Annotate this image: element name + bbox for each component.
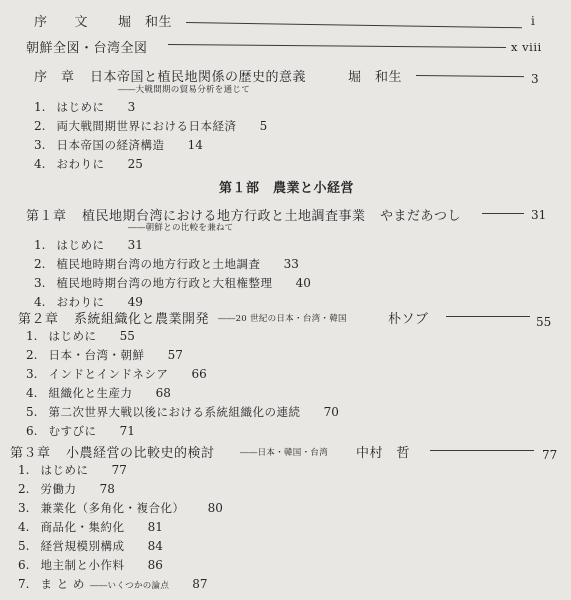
intro-title: 日本帝国と植民地関係の歴史的意義 [90, 70, 307, 85]
item-page: 77 [111, 463, 127, 477]
item-number: 2. [18, 482, 30, 496]
item-page: 80 [207, 501, 223, 515]
ch1-subtitle: ――朝鮮との比較を兼ねて [128, 223, 234, 233]
ch2-item-4 [26, 382, 171, 401]
ch3-page: 77 [542, 448, 558, 462]
ch2-item-5 [26, 401, 339, 420]
item-number: 4. [34, 295, 46, 309]
item-number: 7. [18, 577, 30, 591]
item-page: 40 [295, 276, 311, 290]
item-number: 2. [26, 348, 38, 362]
ch2-item-3 [26, 363, 207, 382]
item-title: 組織化と生産力 [48, 386, 133, 400]
intro-item-2 [34, 115, 267, 134]
ch1-author: やまだあつし [380, 209, 462, 224]
preface-page: i [531, 14, 535, 28]
item-title: 植民地時期台湾の地方行政と大租権整理 [56, 276, 273, 290]
ch3-item-6 [18, 554, 163, 573]
item-number: 2. [34, 119, 46, 133]
ch3-label: 第３章 [10, 446, 51, 461]
item-number: 4. [34, 157, 46, 171]
item-title: 日本・台湾・朝鮮 [48, 348, 145, 362]
item-title: 植民地時期台湾の地方行政と土地調査 [56, 257, 261, 271]
ch3-item-5 [18, 535, 163, 554]
item-page: 57 [167, 348, 183, 362]
item-number: 1. [34, 238, 46, 252]
item-number: 5. [26, 405, 38, 419]
item-number: 3. [18, 501, 30, 515]
intro-item-4 [34, 153, 143, 172]
part-title: 第１部 農業と小経営 [219, 181, 355, 196]
ch3-item-1 [18, 459, 127, 478]
item-page: 5 [259, 119, 268, 133]
item-title: はじめに [56, 100, 105, 114]
item-number: 1. [26, 329, 38, 343]
item-number: 4. [26, 386, 38, 400]
preface-label: 序 文 [34, 15, 89, 30]
item-page: 3 [127, 100, 136, 114]
ch1-item-1 [34, 234, 143, 253]
intro-label: 序 章 [34, 70, 75, 85]
ch2-author: 朴ソブ [388, 312, 429, 327]
item-number: 3. [34, 276, 46, 290]
item-page: 70 [323, 405, 339, 419]
item-page: 25 [127, 157, 143, 171]
ch1-label: 第１章 [26, 209, 67, 224]
intro-page: 3 [531, 72, 539, 86]
item-title: むすびに [48, 424, 97, 438]
item-number: 2. [34, 257, 46, 271]
ch2-item-6 [26, 420, 135, 439]
intro-item-3 [34, 134, 203, 153]
item-title: 経営規模別構成 [40, 539, 125, 553]
item-title: 地主制と小作料 [40, 558, 125, 572]
intro-author: 堀 和生 [348, 70, 403, 85]
item-page: 49 [127, 295, 143, 309]
leader-line [416, 75, 524, 77]
item-number: 6. [26, 424, 38, 438]
item-page: 84 [147, 539, 163, 553]
item-title: 労働力 [40, 482, 77, 496]
ch1-page: 31 [531, 208, 547, 222]
maps-page: x viii [511, 40, 542, 54]
ch1-item-2 [34, 253, 299, 272]
preface-author: 堀 和生 [118, 15, 173, 30]
ch2-item-1 [26, 325, 135, 344]
item-subtitle: ――いくつかの論点 [89, 581, 170, 591]
leader-line [186, 22, 522, 28]
leader-line [482, 213, 524, 214]
item-page: 55 [119, 329, 135, 343]
item-number: 1. [34, 100, 46, 114]
item-title: 兼業化（多角化・複合化） [40, 501, 185, 515]
item-title: はじめに [48, 329, 97, 343]
item-page: 31 [127, 238, 143, 252]
intro-item-1 [34, 96, 135, 115]
maps-label: 朝鮮全図・台湾全図 [26, 41, 148, 56]
ch2-label: 第２章 [18, 312, 59, 327]
item-title: おわりに [56, 157, 105, 171]
ch2-item-2 [26, 344, 183, 363]
ch3-item-4 [18, 516, 163, 535]
intro-subtitle: ――大戦間期の貿易分析を通じて [118, 85, 251, 95]
item-page: 68 [155, 386, 171, 400]
item-title: インドとインドネシア [48, 367, 169, 381]
ch3-title: 小農経営の比較史的検討 [66, 446, 215, 461]
item-title: はじめに [40, 463, 89, 477]
leader-line [168, 44, 506, 48]
item-title: 日本帝国の経済構造 [56, 138, 165, 152]
ch2-subtitle: ――20 世紀の日本・台湾・韓国 [218, 314, 347, 324]
ch3-item-2 [18, 478, 115, 497]
item-number: 6. [18, 558, 30, 572]
item-number: 5. [18, 539, 30, 553]
item-number: 4. [18, 520, 30, 534]
ch3-item-3 [18, 497, 223, 516]
item-title: 両大戦間期世界における日本経済 [56, 119, 237, 133]
item-title: 商品化・集約化 [40, 520, 125, 534]
item-number: 3. [26, 367, 38, 381]
item-page: 81 [147, 520, 163, 534]
ch3-item-7 [18, 573, 208, 592]
ch3-author: 中村 哲 [356, 446, 411, 461]
item-title: ま と め [40, 577, 85, 591]
ch2-page: 55 [536, 315, 552, 329]
leader-line [446, 316, 530, 317]
item-page: 71 [119, 424, 135, 438]
ch3-subtitle: ――日本・韓国・台湾 [240, 448, 329, 458]
ch1-title: 植民地期台湾における地方行政と土地調査事業 [82, 209, 366, 224]
item-page: 66 [191, 367, 207, 381]
item-page: 78 [99, 482, 115, 496]
leader-line [430, 450, 534, 451]
item-title: おわりに [56, 295, 105, 309]
item-title: はじめに [56, 238, 105, 252]
item-page: 86 [147, 558, 163, 572]
item-page: 14 [187, 138, 203, 152]
ch1-item-3 [34, 272, 311, 291]
item-number: 1. [18, 463, 30, 477]
item-page: 33 [283, 257, 299, 271]
item-number: 3. [34, 138, 46, 152]
ch2-title: 系統組織化と農業開発 [74, 312, 210, 327]
item-title: 第二次世界大戦以後における系統組織化の連続 [48, 405, 301, 419]
item-page: 87 [192, 577, 208, 591]
